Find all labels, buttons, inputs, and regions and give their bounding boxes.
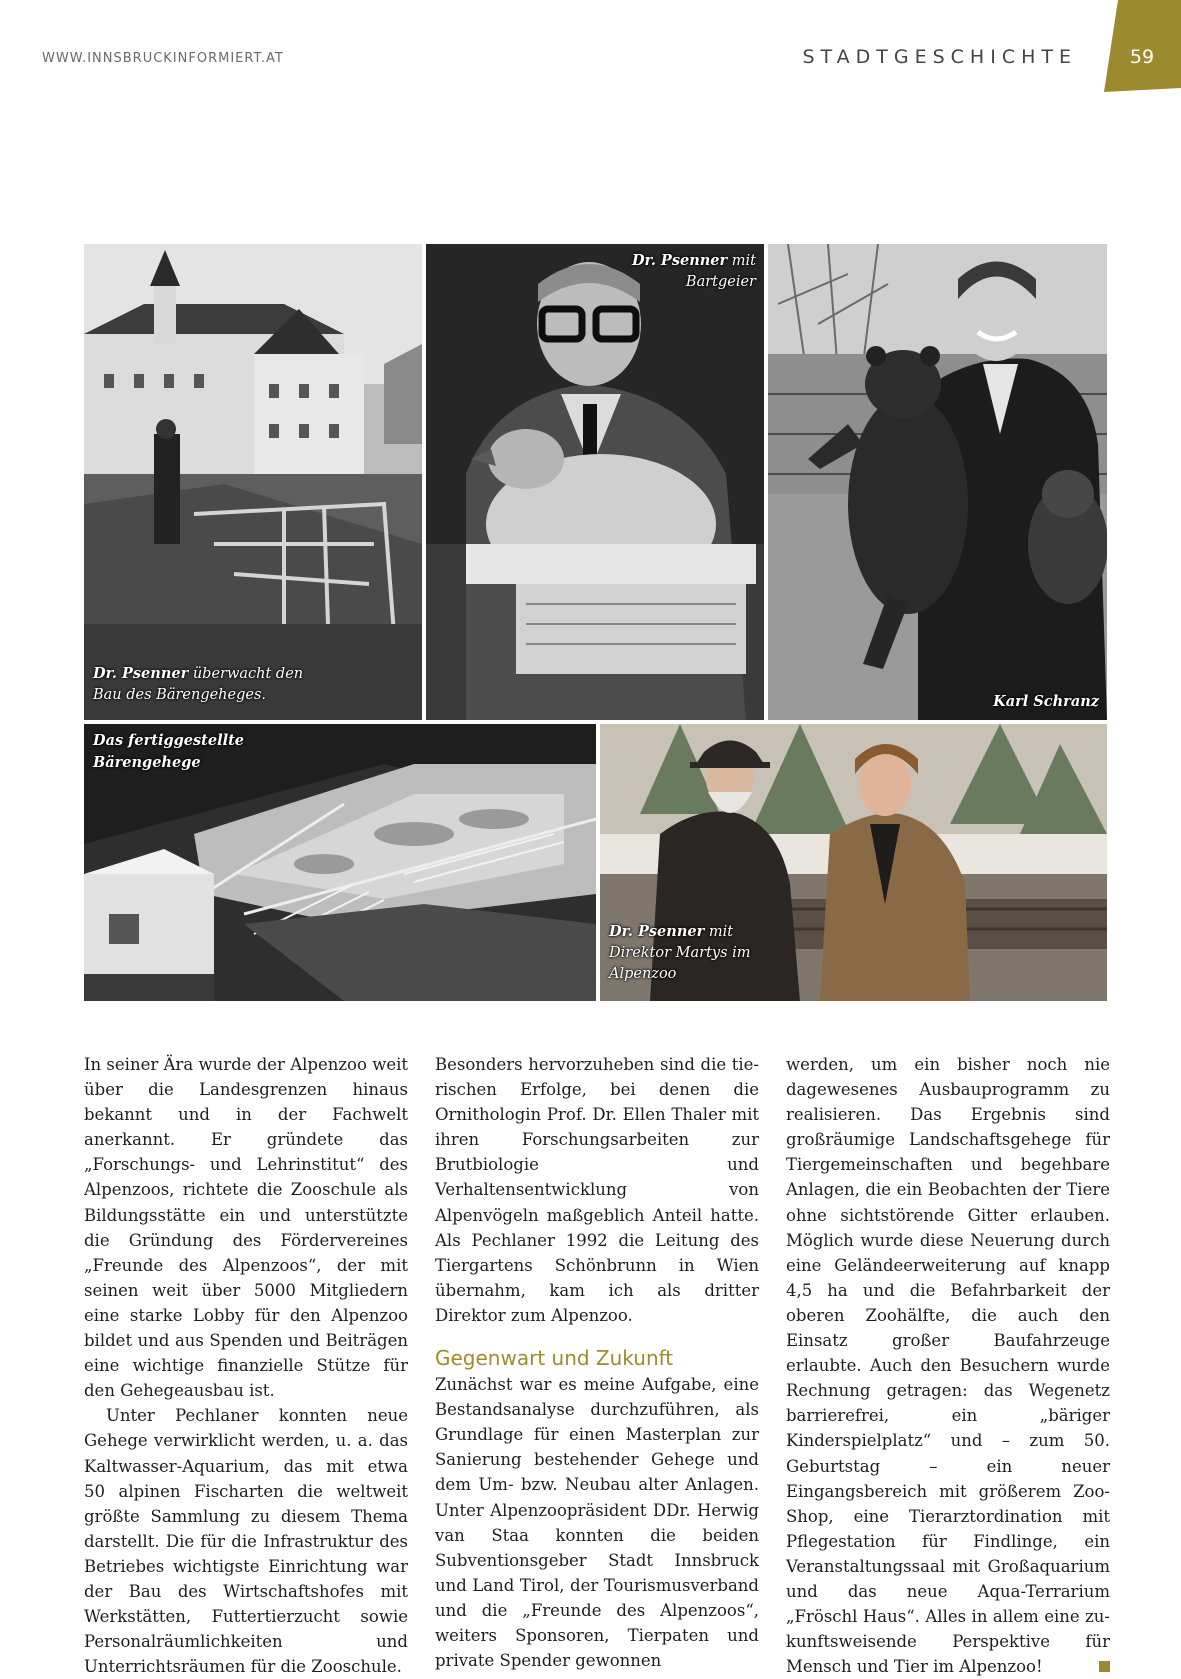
paragraph: werden, um ein bisher noch nie dagewesenes Ausbauprogramm zu realisieren. Das Ergebnis sind großräumige Landschaftsgehege für Tiergemeinschaften und begehbare Anlagen, die ein Beobachten der Tiere ohne sichtstörende Gitter erlauben. Möglich wurde diese Neuerung durch eine Geländeerweiterung auf knapp 4,5 ha und die Befahrbarkeit der oberen Zoohälfte, die auch den Einsatz großer Baufahrzeuge erlaubte. Auch den Besuchern wurde Rechnung getragen: das Wegenetz barrierefrei, ein „bäriger Kinderspielplatz“ und – zum 50. Geburtstag – ein neuer Eingangsbereich mit größerem Zoo-Shop, eine Tierarztordination mit Pflegestation für Findlinge, ein Veranstaltungssaal mit Großaquarium und das neue Aqua-Terrarium „Fröschl Haus“. Alles in allem eine zukunftsweisende Perspektive für Mensch und Tier im Alpenzoo! [786, 1052, 1110, 1679]
paragraph: Besonders hervorzuheben sind die tierischen Erfolge, bei denen die Ornithologin Prof. Dr. Ellen Thaler mit ihren Forschungsarbeiten zur Brutbiologie und Verhaltensentwicklung von Alpenvögeln maßgeblich Anteil hatte. Als Pechlaner 1992 die Leitung des Tiergartens Schönbrunn in Wien übernahm, kam ich als dritter Direktor zum Alpenzoo. [435, 1055, 759, 1325]
caption-enclosure: Das fertiggestellte Bärengehege [93, 732, 245, 771]
photo-psenner-vulture [426, 244, 764, 720]
caption-castle: Dr. Psenner überwacht den Bau des Bärengeheges. [93, 665, 304, 703]
caption-martys: Dr. Psenner mit Direktor Martys im Alpenzoo [609, 923, 751, 982]
photo-karl-schranz [768, 244, 1107, 720]
section-heading: Gegenwart und Zukunft [435, 1346, 674, 1371]
article-column-3 [786, 1052, 1110, 1679]
article-column-2 [435, 1052, 759, 1673]
end-mark-icon [1093, 1654, 1110, 1679]
paragraph: In seiner Ära wurde der Alpenzoo weit über die Landesgrenzen hinaus bekannt und in der Fachwelt anerkannt. Er gründete das „Forschungs- und Lehrinstitut“ des Alpenzoos, richtete die Zooschule als Bildungsstätte ein und unterstützte die Gründung des Fördervereines „Freunde des Alpenzoos“, der mit seinen weit über 5000 Mitgliedern eine starke Lobby für den Alpenzoo bildet und aus Spenden und Beiträgen eine wichtige finanzielle Stütze für den Gehegeausbau ist. [84, 1055, 408, 1401]
section-title: STADTGESCHICHTE [802, 46, 1077, 68]
photo-psenner-martys [600, 724, 1107, 1001]
photo-bear-enclosure [84, 724, 596, 1001]
paragraph: Unter Pechlaner konnten neue Gehege verwirklicht werden, u. a. das Kaltwasser-Aquarium, das mit etwa 50 alpinen Fischarten die weltweit größte Sammlung zu diesem Thema darstellt. Die für die Infrastruktur des Betriebes wichtigste Einrichtung war der Bau des Wirtschaftshofes mit Werkstätten, Futtertierzucht sowie Personalräumlichkeiten und Unterrichtsräumen für die Zooschule. [84, 1406, 408, 1677]
photo-castle-construction [84, 244, 422, 720]
article-column-1 [84, 1052, 408, 1679]
caption-vulture: Dr. Psenner mit Bartgeier [631, 252, 756, 290]
paragraph: Zunächst war es meine Aufgabe, eine Bestandsanalyse durchzuführen, als Grundlage für einen Masterplan zur Sanierung bestehender Gehege und dem Um- bzw. Neubau alter Anlagen. Unter Alpenzoopräsident DDr. Herwig van Staa konnten die beiden Subventionsgeber Stadt Innsbruck und Land Tirol, der Tourismusverband und die „Freunde des Alpenzoos“, weiters Sponsoren, Tierpaten und private Spender gewonnen [435, 1375, 759, 1671]
page-number: 59 [1129, 46, 1155, 68]
website-url: WWW.INNSBRUCKINFORMIERT.AT [42, 51, 284, 66]
caption-schranz: Karl Schranz [993, 693, 1099, 710]
